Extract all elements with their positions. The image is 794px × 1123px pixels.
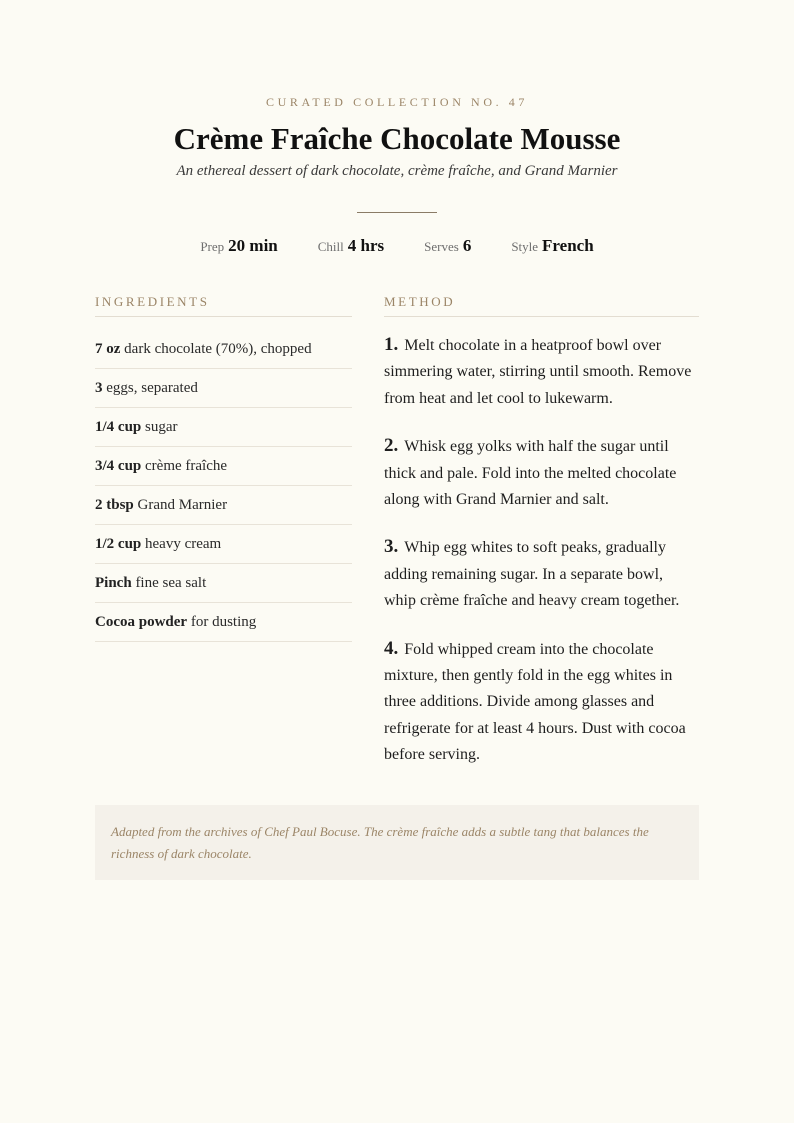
meta-serves-value: 6 (462, 236, 472, 255)
divider (357, 212, 437, 213)
step-text: Whisk egg yolks with half the sugar until thick and pale. Fold into the melted chocolate along with Grand Marnier and salt. (384, 438, 677, 509)
meta-style-value: French (542, 236, 594, 255)
meta-serves-label: Serves (424, 239, 459, 254)
ingredient-text: dark chocolate (70%), chopped (120, 341, 312, 357)
ingredients-section (95, 294, 352, 642)
meta-prep-value: 20 min (228, 236, 278, 255)
method-step (384, 332, 699, 412)
ingredient-text: crème fraîche (141, 458, 228, 474)
step-number: 1. (384, 334, 399, 355)
method-step (384, 636, 699, 769)
ingredient-qty: Pinch (95, 575, 132, 591)
recipe-meta (95, 236, 699, 256)
ingredient-item (95, 525, 352, 564)
method-step (384, 433, 699, 513)
ingredient-item (95, 447, 352, 486)
ingredient-qty: 3 (95, 380, 103, 396)
step-number: 4. (384, 637, 399, 659)
step-text: Melt chocolate in a heatproof bowl over simmering water, stirring until smooth. Remove from heat and let cool to lukewarm. (384, 337, 692, 407)
ingredient-text: heavy cream (141, 536, 222, 552)
meta-style (511, 236, 593, 256)
step-text: Whip egg whites to soft peaks, gradually adding remaining sugar. In a separate bowl, whip crème fraîche and heavy cream together. (384, 539, 680, 610)
method-heading: METHOD (384, 294, 699, 317)
step-number: 3. (384, 536, 399, 558)
ingredient-item (95, 603, 352, 642)
ingredient-qty: 2 tbsp (95, 497, 134, 513)
page-subtitle: An ethereal dessert of dark chocolate, crème fraîche, and Grand Marnier (176, 163, 618, 179)
ingredients-heading: INGREDIENTS (95, 294, 352, 317)
step-number: 2. (384, 435, 399, 457)
meta-style-label: Style (511, 239, 539, 254)
meta-serves (424, 236, 471, 256)
method-step (384, 534, 699, 614)
meta-prep (200, 236, 277, 256)
ingredient-item (95, 317, 352, 369)
ingredient-qty: 3/4 cup (95, 458, 142, 474)
ingredient-item (95, 564, 352, 603)
ingredients-list (95, 317, 352, 642)
ingredient-text: for dusting (187, 614, 257, 630)
ingredient-qty: 7 oz (95, 341, 121, 357)
ingredient-text: eggs, separated (102, 380, 198, 396)
step-text: Fold whipped cream into the chocolate mixture, then gently fold in the egg whites in three additions. Divide among glasses and refrigerate for at least 4 hours. Dust with cocoa before serving. (384, 640, 686, 764)
collection-label: CURATED COLLECTION NO. 47 (266, 95, 528, 109)
method-steps (384, 332, 699, 769)
ingredient-text: fine sea salt (131, 575, 207, 591)
ingredient-qty: Cocoa powder (95, 614, 188, 630)
meta-prep-label: Prep (200, 239, 225, 254)
ingredient-text: sugar (141, 419, 178, 435)
ingredient-item (95, 369, 352, 408)
meta-chill-value: 4 hrs (347, 236, 385, 255)
meta-chill-label: Chill (317, 239, 344, 254)
ingredient-item (95, 486, 352, 525)
meta-chill (318, 236, 384, 256)
ingredient-qty: 1/4 cup (95, 419, 142, 435)
ingredient-item (95, 408, 352, 447)
method-section (384, 294, 699, 769)
chef-note: Adapted from the archives of Chef Paul Bocuse. The crème fraîche adds a subtle tang that balances the richness of dark chocolate. (95, 805, 699, 880)
page-title: Crème Fraîche Chocolate Mousse (173, 121, 621, 156)
ingredient-text: Grand Marnier (133, 497, 228, 513)
ingredient-qty: 1/2 cup (95, 536, 142, 552)
